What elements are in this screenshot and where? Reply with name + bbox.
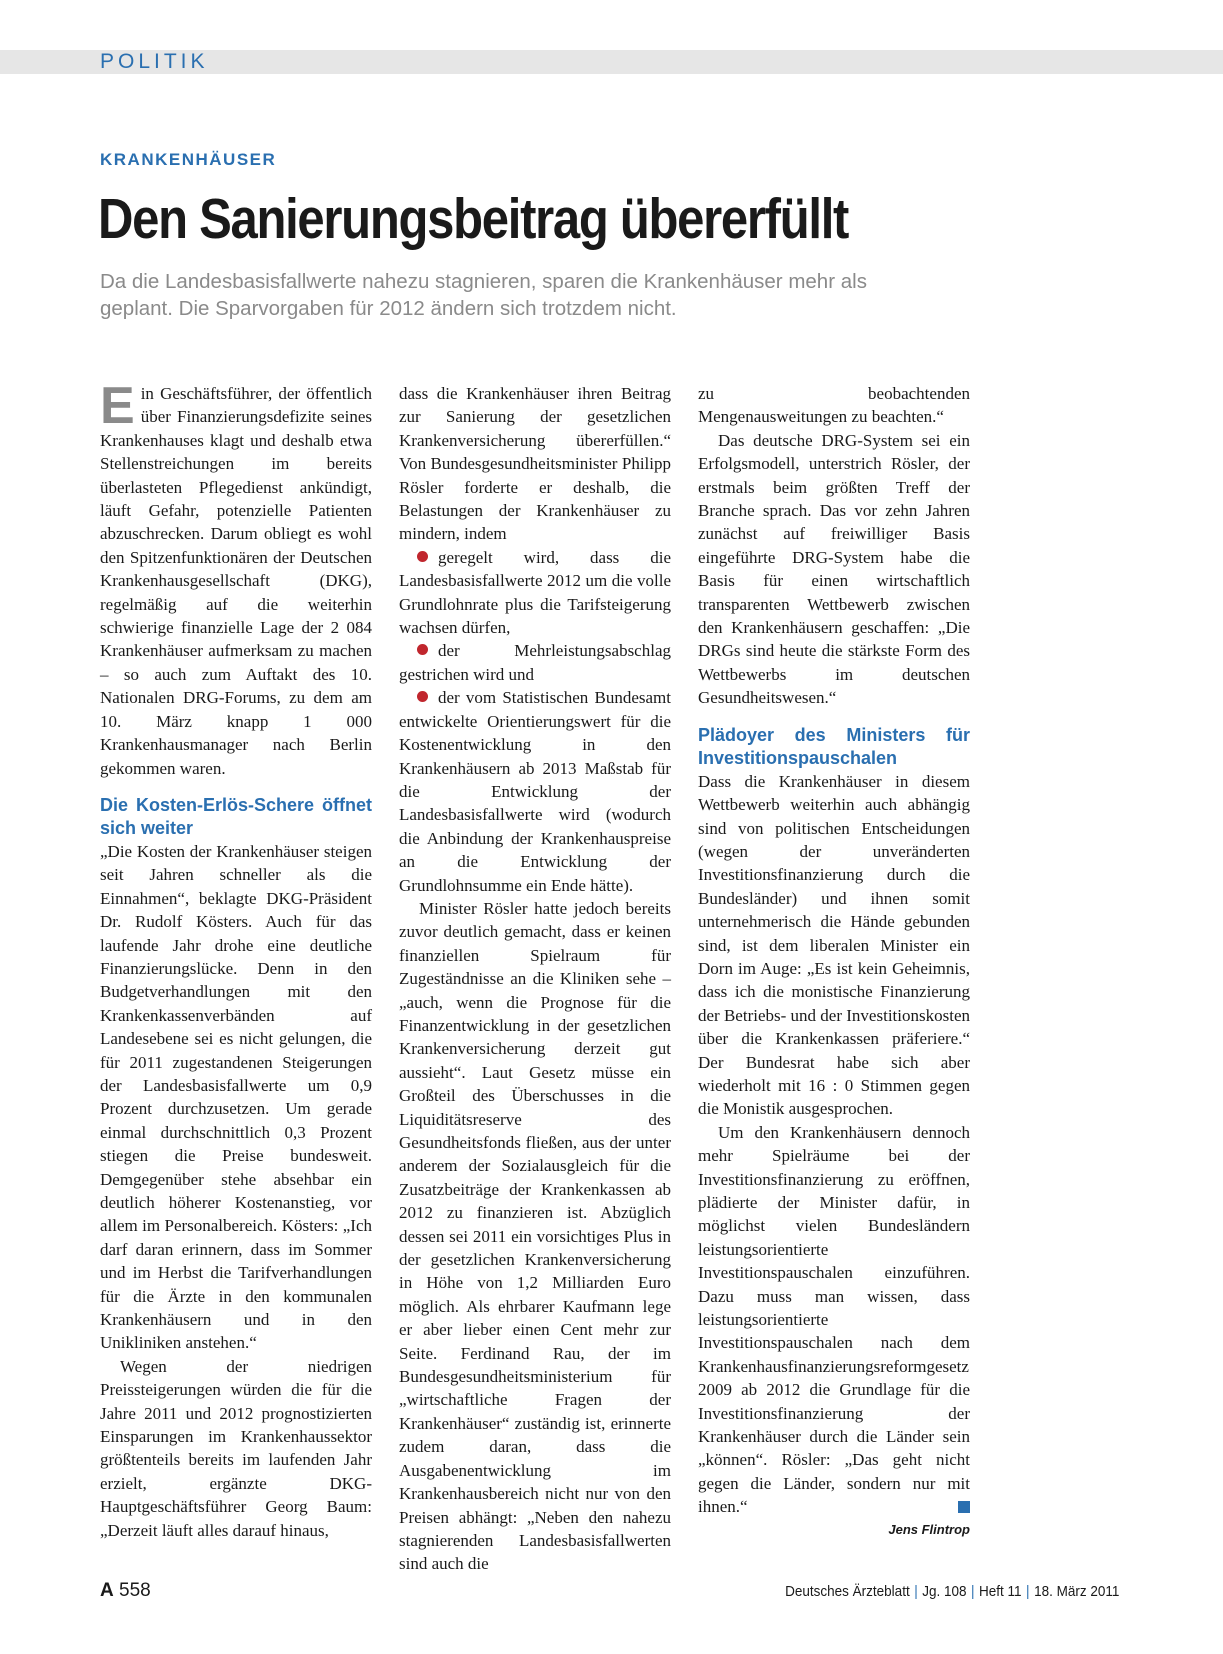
subheading: Plädoyer des Ministers für Investitionspauschalen [698, 724, 970, 768]
paragraph: Dass die Krankenhäuser in diesem Wettbewerb weiterhin auch abhängig sind von politischen Entscheidungen (wegen der unveränderten Investitionsfinanzierung durch die Bundesländer) und ihnen somit unternehmerisch die Hände gebunden sind, ist dem liberalen Minister ein Dorn im Auge: „Es ist kein Geheimnis, dass ich die monistische Finanzierung der Betriebs- und der Investitionskosten über die Krankenkassen präferiere.“ Der Bundesrat habe sich aber wiederholt mit 16 : 0 Stimmen gegen die Monistik ausgesprochen. [698, 771, 970, 1119]
section-label: POLITIK [100, 50, 209, 73]
journal-info [785, 1583, 1119, 1600]
bullet-dot-icon [417, 551, 428, 562]
paragraph: zu beobachtenden Mengenausweitungen zu beachten.“ [698, 384, 970, 427]
paragraph-text: Um den Krankenhäusern dennoch mehr Spielräume bei der Investitionsfinanzierung zu eröffnen, plädierte der Minister dafür, in möglichst vielen Bundesländern leistungsorientierte Investitionspauschalen einzuführen. Dazu muss man wissen, dass leistungsorientierte Investitionspauschalen nach dem Krankenhausfinanzierungsreformgesetz 2009 ab 2012 die Grundlage für die Investitionsfinanzierung der Krankenhäuser durch die Länder sein „können“. Rösler: „Das geht nicht gegen die Länder, sondern nur mit ihnen.“ [698, 1122, 970, 1517]
paragraph: „Die Kosten der Krankenhäuser steigen seit Jahren schneller als die Einnahmen“, beklagte DKG-Präsident Dr. Rudolf Kösters. Auch für das laufende Jahr drohe eine deutliche Finanzierungslücke. Denn in den Budgetverhandlungen mit den Krankenkassenverbänden auf Landesebene sei es nicht gelungen, die für 2011 zugestandenen Steigerungen der Landesbasisfallwerte um 0,9 Prozent durchzusetzen. Um gerade einmal durchschnittlich 0,3 Prozent stiegen die Preise bundesweit. Demgegenüber stehe absehbar ein deutlich höherer Kostenanstieg, vor allem im Personalbereich. Kösters: „Ich darf daran erinnern, dass im Sommer und im Herbst die Tarifverhandlungen für die Ärzte in den kommunalen Krankenhäusern und in den Unikliniken anstehen.“ [100, 841, 372, 1353]
bullet-dot-icon [417, 644, 428, 655]
article-lead: Da die Landesbasisfallwerte nahezu stagnieren, sparen die Krankenhäuser mehr als geplant. Die Sparvorgaben für 2012 ändern sich trotzdem nicht. [100, 270, 867, 320]
subheading: Die Kosten-Erlös-Schere öffnet sich weiter [100, 794, 372, 838]
journal-name: Deutsches Ärzteblatt [784, 1583, 910, 1600]
article-title: Den Sanierungsbeitrag übererfüllt [98, 187, 849, 251]
column-1 [100, 377, 372, 1542]
bullet-item [399, 686, 671, 897]
separator: | [1025, 1583, 1030, 1600]
drop-cap: E [100, 377, 135, 435]
journal-volume: Jg. 108 [921, 1583, 967, 1600]
paragraph: Wegen der niedrigen Preissteigerungen würden die für die Jahre 2011 und 2012 prognostizierten Einsparungen im Krankenhaussektor größtenteils bereits im laufenden Jahr erzielt, ergänzte DKG-Hauptgeschäftsführer Georg Baum: „Derzeit läuft alles darauf hinaus, [100, 1356, 372, 1540]
paragraph-text: in Geschäftsführer, der öffentlich über Finanzierungsdefizite seines Krankenhauses klagt und deshalb etwa Stellenstreichungen im bereits überlasteten Pflegedienst ankündigt, läuft Gefahr, potenzielle Patienten abzuschrecken. Darum obliegt es wohl den Spitzenfunktionären der Deutschen Krankenhausgesellschaft (DKG), regelmäßig auf die weiterhin schwierige finanzielle Lage der 2 084 Krankenhäuser aufmerksam zu machen – so auch zum Auftakt des 10. Nationalen DRG-Forums, zu dem am 10. März knapp 1 000 Krankenhausmanager nach Berlin gekommen waren. [100, 384, 372, 778]
page-prefix: A [100, 1580, 114, 1601]
column-2 [399, 382, 671, 1576]
bullet-item [399, 546, 671, 640]
paragraph: Das deutsche DRG-System sei ein Erfolgsmodell, unterstrich Rösler, der erstmals beim größten Treff der Branche sprach. Das vor zehn Jahren zunächst auf freiwilliger Basis eingeführte DRG-System habe die Basis für einen wirtschaftlich transparenten Wettbewerb zwischen den Krankenhäusern geschaffen: „Die DRGs sind heute die stärkste Form des Wettbewerbs im deutschen Gesundheitswesen.“ [698, 430, 970, 708]
page-number-value: 558 [119, 1580, 151, 1601]
paragraph: dass die Krankenhäuser ihren Beitrag zur Sanierung der gesetzlichen Krankenversicherung übererfüllen.“ Von Bundesgesundheitsminister Philipp Rösler forderte er deshalb, die Belastungen der Krankenhäuser zu mindern, indem [399, 384, 671, 544]
bullet-item [399, 639, 671, 686]
end-mark-icon [958, 1501, 970, 1513]
separator: | [970, 1583, 975, 1600]
paragraph [100, 377, 372, 780]
journal-date: 18. März 2011 [1033, 1583, 1119, 1600]
journal-issue: Heft 11 [978, 1583, 1022, 1600]
bullet-text: der Mehrleistungsabschlag gestrichen wird und [399, 641, 671, 684]
paragraph: Minister Rösler hatte jedoch bereits zuvor deutlich gemacht, dass er keinen finanziellen Spielraum für Zugeständnisse an die Kliniken sehe – „auch, wenn die Prognose für die Finanzentwicklung in der gesetzlichen Krankenversicherung derzeit gut aussieht“. Laut Gesetz müsse ein Großteil des Überschusses in die Liquiditätsreserve des Gesundheitsfonds fließen, aus der unter anderem der Sozialausgleich für die Zusatzbeiträge der Krankenkassen ab 2012 zu finanzieren ist. Abzüglich dessen sei 2011 ein vorsichtiges Plus in der gesetzlichen Krankenversicherung in Höhe von 1,2 Milliarden Euro möglich. Als ehrbarer Kaufmann lege er aber lieber einen Cent mehr zur Seite. Ferdinand Rau, der im Bundesgesundheitsministerium für „wirtschaftliche Fragen der Krankenhäuser“ zuständig ist, erinnerte zudem daran, dass die Ausgabenentwicklung im Krankenhausbereich nicht nur von den Preisen abhängt: „Neben den nahezu stagnierenden Landesbasisfallwerten sind auch die [399, 898, 671, 1574]
page-number [100, 1580, 151, 1602]
bullet-text: geregelt wird, dass die Landesbasisfallwerte 2012 um die volle Grundlohnrate plus die Tarifsteigerung wachsen dürfen, [399, 547, 671, 638]
paragraph [698, 1121, 970, 1519]
bullet-text: der vom Statistischen Bundesamt entwickelte Orientierungswert für die Kostenentwicklung in den Krankenhäusern ab 2013 Maßstab für die Entwicklung der Landesbasisfallwerte wird (wodurch die Anbindung der Krankenhauspreise an die Entwicklung der Grundlohnsumme ein Ende hätte). [399, 688, 671, 895]
article-kicker: KRANKENHÄUSER [100, 150, 277, 169]
separator: | [913, 1583, 918, 1600]
column-3 [698, 382, 970, 1541]
author-name: Jens Flintrop [888, 1521, 970, 1537]
bullet-dot-icon [417, 691, 428, 702]
